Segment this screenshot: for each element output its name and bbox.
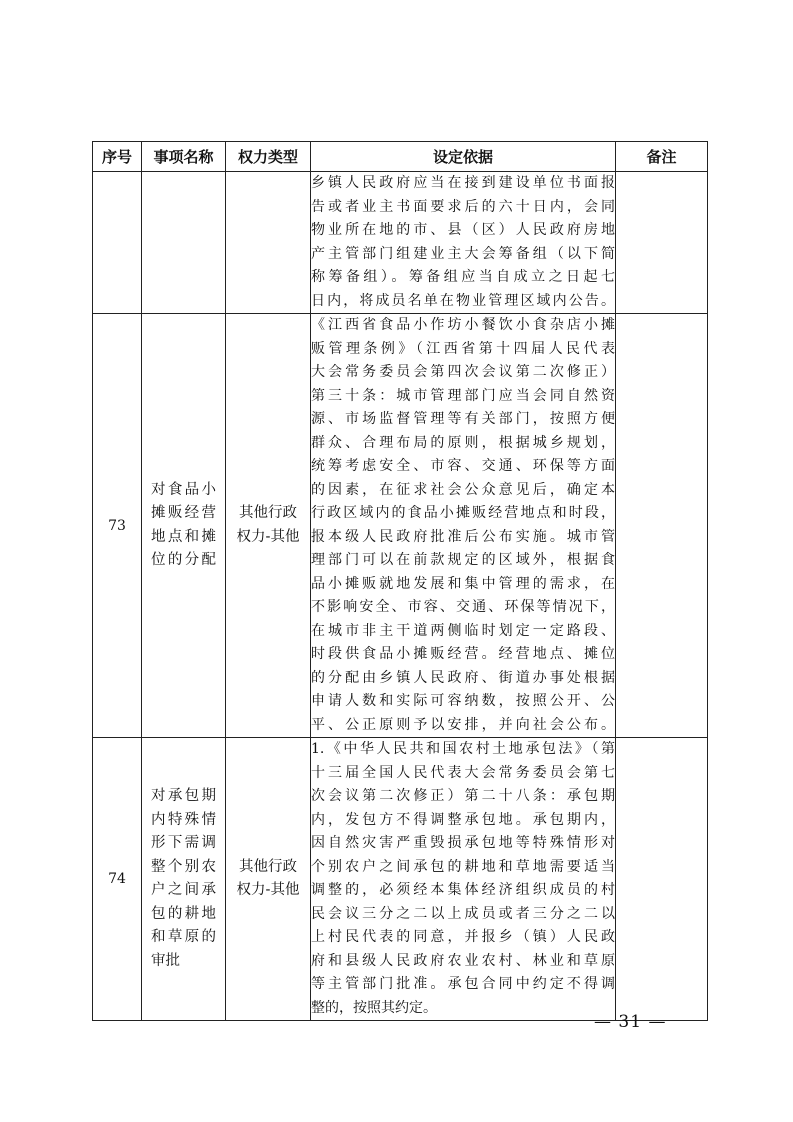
cell-note [616, 314, 708, 738]
cell-name: 对承包期 内特殊情 形下需调 整个别农 户之间承 包的耕地 和草原的 审批 [142, 738, 226, 1021]
table-header-row [93, 142, 708, 172]
cell-type: 其他行政 权力-其他 [226, 738, 311, 1021]
header-note: 备注 [616, 142, 708, 172]
cell-basis: 《江西省食品小作坊小餐饮小食杂店小摊 贩管理条例》（江西省第十四届人民代表 大会常务委员会第四次会议第二次修正） 第三十条：城市管理部门应当会同自然资 源、市场监督管理等有关部门，按照方便 群众、合理布局的原则，根据城乡规划， 统筹考虑安全、市容、交通、环保等方面 的因素，在征求社会公众意见后，确定本 行政区域内的食品小摊贩经营地点和时段， 报本级人民政府批准后公布实施。城市管 理部门可以在前款规定的区域外，根据食 品小摊贩就地发展和集中管理的需求，在 不影响安全、市容、交通、环保等情况下， 在城市非主干道两侧临时划定一定路段、 时段供食品小摊贩经营。经营地点、摊位 的分配由乡镇人民政府、街道办事处根据 申请人数和实际可容纳数，按照公开、公 平、公正原则予以安排，并向社会公布。 [311, 314, 616, 738]
cell-basis: 乡镇人民政府应当在接到建设单位书面报 告或者业主书面要求后的六十日内，会同 物业所在地的市、县（区）人民政府房地 产主管部门组建业主大会筹备组（以下简 称筹备组）。筹备组应当自成立之日起七 日内，将成员名单在物业管理区域内公告。 [311, 172, 616, 314]
page-number: — 31 — [594, 1012, 667, 1032]
cell-basis: 1.《中华人民共和国农村土地承包法》（第 十三届全国人民代表大会常务委员会第七 次会议第二次修正）第二十八条：承包期 内，发包方不得调整承包地。承包期内， 因自然灾害严重毁损承包地等特殊情形对 个别农户之间承包的耕地和草地需要适当 调整的，必须经本集体经济组织成员的村 民会议三分之二以上成员或者三分之二以 上村民代表的同意，并报乡（镇）人民政 府和县级人民政府农业农村、林业和草原 等主管部门批准。承包合同中约定不得调 整的，按照其约定。 [311, 738, 616, 1021]
cell-name: 对食品小 摊贩经营 地点和摊 位的分配 [142, 314, 226, 738]
header-type: 权力类型 [226, 142, 311, 172]
cell-note [616, 738, 708, 1021]
table-row-continuation [93, 172, 708, 314]
cell-type [226, 172, 311, 314]
header-name: 事项名称 [142, 142, 226, 172]
header-no: 序号 [93, 142, 142, 172]
cell-note [616, 172, 708, 314]
authority-table [92, 141, 708, 1021]
header-basis: 设定依据 [311, 142, 616, 172]
cell-no [93, 172, 142, 314]
cell-name [142, 172, 226, 314]
cell-no: 73 [93, 314, 142, 738]
cell-no: 74 [93, 738, 142, 1021]
table-row [93, 738, 708, 1021]
table-row [93, 314, 708, 738]
cell-type: 其他行政 权力-其他 [226, 314, 311, 738]
